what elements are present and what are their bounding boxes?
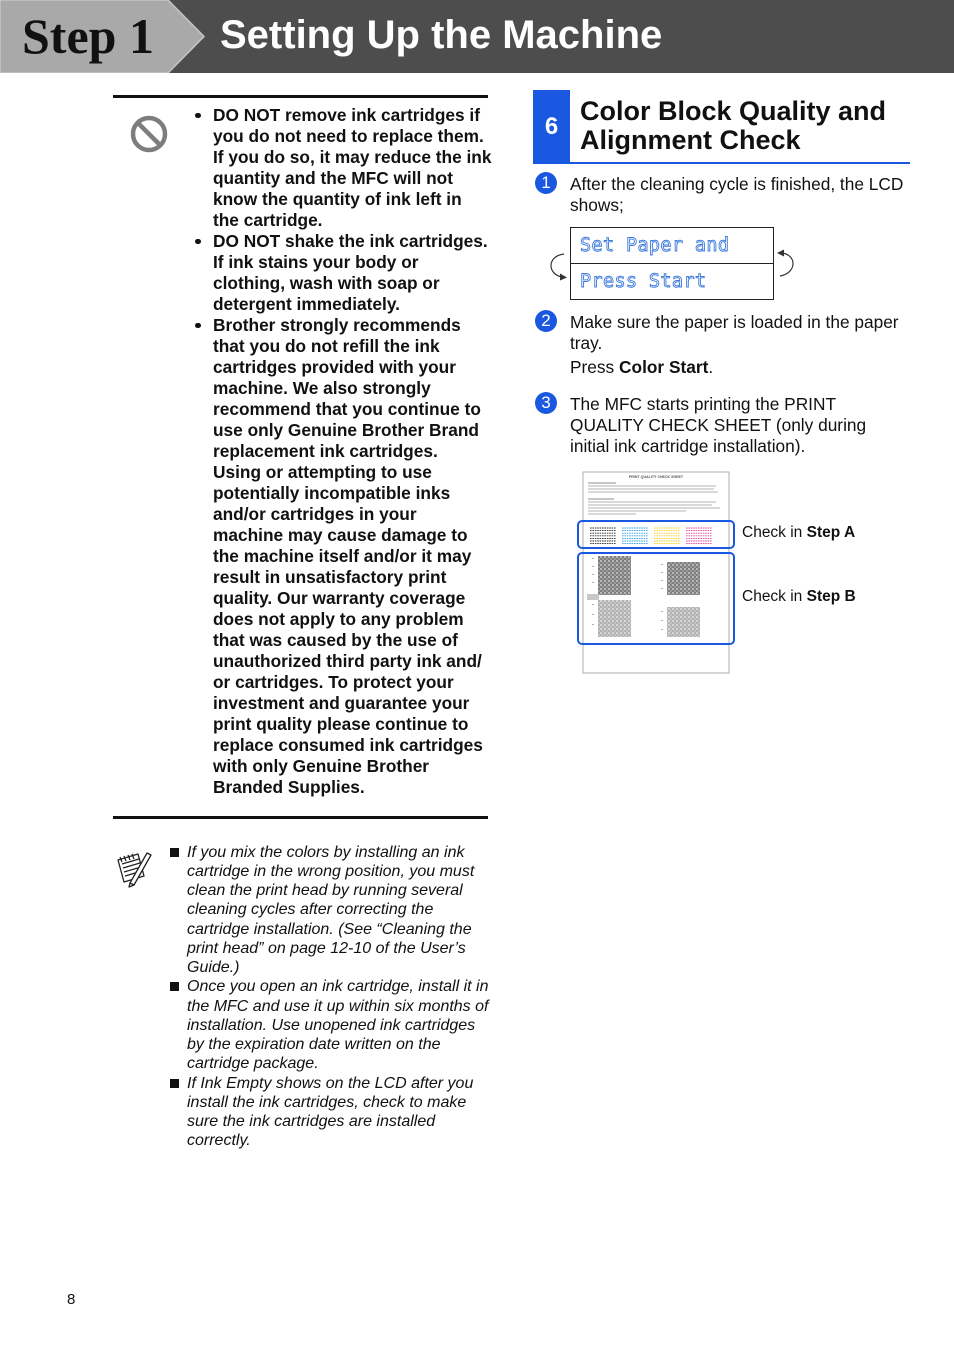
note-text-line: Once you open an ink cartridge, install it in	[187, 978, 489, 996]
step-text-line: shows;	[570, 194, 624, 215]
bullet-dot	[195, 113, 201, 119]
step-text-line: initial ink cartridge installation).	[570, 435, 806, 456]
note-item	[187, 977, 489, 1073]
alignment-block	[667, 607, 700, 637]
warning-text-line: result in unsatisfactory print	[213, 566, 447, 587]
note-text-line: Guide.)	[187, 959, 240, 976]
color-start-key-label: Color Start	[619, 356, 709, 377]
warning-text-line: machine may cause damage to	[213, 524, 468, 545]
warning-text-line: DO NOT shake the ink cartridges.	[213, 230, 488, 251]
warning-text-line: DO NOT remove ink cartridges if	[213, 104, 480, 125]
note-pencil-icon	[113, 846, 155, 888]
color-block	[622, 528, 648, 544]
note-item	[187, 843, 489, 978]
alignment-block	[598, 600, 631, 637]
step-text-line: After the cleaning cycle is finished, the LCD	[570, 173, 904, 194]
warning-bottom-rule	[113, 816, 488, 819]
warning-text-line: and/or cartridges in your	[213, 503, 417, 524]
section-title-line: Color Block Quality and	[580, 95, 887, 126]
step-text-line: Make sure the paper is loaded in the paper	[570, 311, 899, 332]
press-prefix: Press	[570, 356, 615, 377]
page-number: 8	[67, 1291, 76, 1308]
color-block	[654, 528, 680, 544]
note-text-line: cartridge package.	[187, 1055, 319, 1073]
step-text-line: The MFC starts printing the PRINT	[570, 393, 837, 414]
warning-text-line: cartridges provided with your	[213, 356, 456, 377]
warning-text-line: clothing, wash with soap or	[213, 272, 440, 293]
section-number-badge: 6	[533, 90, 570, 163]
warning-text-line: that was caused by the use of	[213, 629, 458, 650]
note-text-line: install the ink cartridges, check to make	[187, 1093, 467, 1111]
prohibited-icon	[129, 114, 169, 154]
warning-text-line: you do not need to replace them.	[213, 125, 484, 146]
warning-list	[213, 105, 491, 798]
alignment-block	[667, 562, 700, 595]
warning-text-line: machine. We also strongly	[213, 377, 431, 398]
section-title-line: Alignment Check	[580, 124, 801, 155]
warning-text-line: potentially incompatible inks	[213, 482, 451, 503]
warning-item	[213, 315, 491, 798]
warning-text-line: does not apply to any problem	[213, 608, 464, 629]
note-text-line: cartridge in the wrong position, you must	[187, 862, 475, 880]
lcd-line-2: Press Start	[580, 271, 707, 292]
warning-text-line: print quality please continue to	[213, 713, 469, 734]
sheet-title: PRINT QUALITY CHECK SHEET	[628, 475, 684, 479]
warning-text-line: or cartridges. To protect your	[213, 671, 454, 692]
warning-text-line: quantity and the MFC will not	[213, 167, 453, 188]
warning-text-line: detergent immediately.	[213, 293, 400, 314]
step-text-line: QUALITY CHECK SHEET (only during	[570, 414, 867, 435]
callout-prefix: Check in	[742, 588, 803, 605]
warning-text-line: the machine itself and/or it may	[213, 545, 472, 566]
section-underline	[533, 162, 910, 164]
press-suffix: .	[708, 356, 714, 377]
cycle-arrow-left-icon	[544, 248, 570, 282]
lcd-line-1: Set Paper and	[571, 228, 773, 264]
lcd-display	[570, 227, 774, 300]
bullet-dot	[195, 239, 201, 245]
warning-text-line: that you do not refill the ink	[213, 335, 440, 356]
warning-text-line: Branded Supplies.	[213, 776, 365, 797]
press-instruction	[570, 357, 713, 378]
warning-text-line: quality. Our warranty coverage	[213, 587, 466, 608]
sheet-ok-tag	[587, 594, 599, 600]
warning-text-line: replacement ink cartridges.	[213, 440, 438, 461]
warning-text-line: Brother strongly recommends	[213, 314, 461, 335]
callout-step-name: Step B	[806, 588, 856, 605]
warning-text-line: the cartridge.	[213, 209, 323, 230]
warning-item	[213, 231, 491, 315]
warning-text-line: If you do so, it may reduce the ink	[213, 146, 492, 167]
note-text-line: cartridge installation. (See “Cleaning the	[187, 920, 472, 938]
square-bullet	[170, 848, 179, 857]
print-quality-check-sheet-image	[576, 468, 738, 676]
callout-step-b	[742, 587, 856, 607]
callout-prefix: Check in	[742, 524, 803, 541]
step-label: Step 1	[22, 8, 154, 64]
note-text-line: If you mix the colors by installing an ink	[187, 843, 465, 861]
square-bullet	[170, 982, 179, 991]
warning-text-line: use only Genuine Brother Brand	[213, 419, 479, 440]
note-list	[187, 843, 489, 1151]
callout-step-name: Step A	[806, 524, 856, 541]
warning-text-line: with only Genuine Brother	[213, 755, 430, 776]
warning-text-line: investment and guarantee your	[213, 692, 470, 713]
bullet-dot	[195, 323, 201, 329]
step-text-line: tray.	[570, 332, 603, 353]
callout-step-a	[742, 523, 855, 543]
warning-text-line: know the quantity of ink left in	[213, 188, 462, 209]
section-title	[580, 97, 886, 155]
note-item	[187, 1074, 489, 1151]
square-bullet	[170, 1079, 179, 1088]
warning-text-line: unauthorized third party ink and/	[213, 650, 482, 671]
step-number-badge: 1	[535, 172, 557, 194]
warning-top-rule	[113, 95, 488, 98]
warning-text-line: replace consumed ink cartridges	[213, 734, 483, 755]
note-text-line: the MFC and use it up within six months of	[187, 997, 489, 1015]
page-title: Setting Up the Machine	[220, 13, 663, 57]
step-1-text	[570, 174, 903, 216]
color-block	[590, 528, 616, 544]
warning-text-line: Using or attempting to use	[213, 461, 432, 482]
step-2-text	[570, 312, 899, 354]
cycle-arrow-right-icon	[774, 247, 800, 281]
step-header-bar	[0, 0, 954, 73]
note-text-line: sure the ink cartridges are installed	[187, 1113, 436, 1130]
step-3-text	[570, 394, 866, 457]
alignment-block	[598, 556, 631, 595]
note-text-line: installation. Use unopened ink cartridges	[187, 1016, 476, 1034]
note-text-line: by the expiration date written on the	[187, 1036, 441, 1053]
color-block	[686, 528, 712, 544]
note-text-line: cleaning cycles after correcting the	[187, 901, 434, 919]
warning-item	[213, 105, 491, 231]
note-text-line: correctly.	[187, 1132, 251, 1150]
warning-text-line: recommend that you continue to	[213, 398, 481, 419]
note-text-line: clean the print head by running several	[187, 882, 463, 899]
note-text-line: If Ink Empty shows on the LCD after you	[187, 1074, 474, 1092]
warning-text-line: If ink stains your body or	[213, 251, 419, 272]
step-number-badge: 2	[535, 310, 557, 332]
note-text-line: print head” on page 12-10 of the User’s	[187, 939, 466, 957]
step-number-badge: 3	[535, 392, 557, 414]
